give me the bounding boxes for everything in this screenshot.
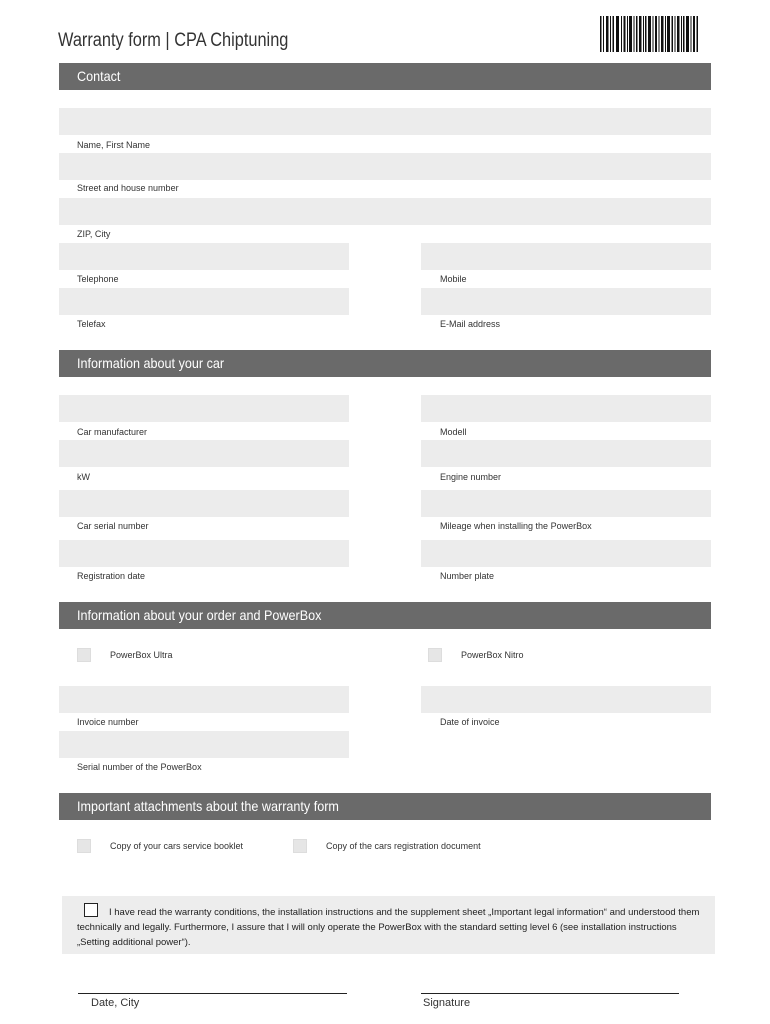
- registration-date-input[interactable]: [59, 540, 349, 567]
- signature-label: Signature: [423, 997, 471, 1009]
- number-plate-label: Number plate: [440, 571, 495, 581]
- barcode-icon: [600, 16, 698, 52]
- model-label: Modell: [440, 427, 467, 437]
- engine-number-label: Engine number: [440, 472, 502, 482]
- registration-document-label: Copy of the cars registration document: [326, 841, 481, 851]
- zip-city-label: ZIP, City: [77, 229, 111, 239]
- car-manufacturer-input[interactable]: [59, 395, 349, 422]
- section-title: Contact: [77, 68, 121, 84]
- invoice-date-input[interactable]: [421, 686, 711, 713]
- section-title: Information about your car: [77, 355, 225, 371]
- section-title: Important attachments about the warranty form: [77, 798, 339, 814]
- powerbox-nitro-label: PowerBox Nitro: [461, 650, 524, 660]
- registration-document-checkbox[interactable]: [293, 839, 307, 853]
- section-header-contact: [59, 63, 711, 90]
- street-input[interactable]: [59, 153, 711, 180]
- mobile-input[interactable]: [421, 243, 711, 270]
- mileage-label: Mileage when installing the PowerBox: [440, 521, 592, 531]
- model-input[interactable]: [421, 395, 711, 422]
- powerbox-ultra-checkbox[interactable]: [77, 648, 91, 662]
- invoice-number-label: Invoice number: [77, 717, 139, 727]
- telefax-input[interactable]: [59, 288, 349, 315]
- date-city-line[interactable]: [78, 993, 347, 994]
- number-plate-input[interactable]: [421, 540, 711, 567]
- section-title: Information about your order and PowerBox: [77, 607, 322, 623]
- powerbox-nitro-checkbox[interactable]: [428, 648, 442, 662]
- invoice-number-input[interactable]: [59, 686, 349, 713]
- email-label: E-Mail address: [440, 319, 501, 329]
- section-header-order: [59, 602, 711, 629]
- street-label: Street and house number: [77, 183, 179, 193]
- name-input[interactable]: [59, 108, 711, 135]
- registration-date-label: Registration date: [77, 571, 146, 581]
- section-header-car: [59, 350, 711, 377]
- telephone-input[interactable]: [59, 243, 349, 270]
- service-booklet-label: Copy of your cars service booklet: [110, 841, 244, 851]
- car-serial-input[interactable]: [59, 490, 349, 517]
- agreement-text: I have read the warranty conditions, the installation instructions and the supplement sheet „Important legal information“ and understood them technically and legally. Furthermore, I assure that I will only operate the PowerBox with the standard setting level 6 (see installation instructions „Setting additional power“).: [77, 907, 700, 948]
- powerbox-ultra-label: PowerBox Ultra: [110, 650, 173, 660]
- date-city-label: Date, City: [91, 997, 140, 1009]
- engine-number-input[interactable]: [421, 440, 711, 467]
- zip-city-input[interactable]: [59, 198, 711, 225]
- telephone-label: Telephone: [77, 274, 119, 284]
- mileage-input[interactable]: [421, 490, 711, 517]
- car-serial-label: Car serial number: [77, 521, 149, 531]
- service-booklet-checkbox[interactable]: [77, 839, 91, 853]
- section-header-attachments: [59, 793, 711, 820]
- powerbox-serial-label: Serial number of the PowerBox: [77, 762, 202, 772]
- powerbox-serial-input[interactable]: [59, 731, 349, 758]
- invoice-date-label: Date of invoice: [440, 717, 500, 727]
- telefax-label: Telefax: [77, 319, 106, 329]
- name-label: Name, First Name: [77, 140, 151, 150]
- mobile-label: Mobile: [440, 274, 467, 284]
- signature-line[interactable]: [421, 993, 679, 994]
- form-title: Warranty form | CPA Chiptuning: [58, 30, 289, 51]
- kw-input[interactable]: [59, 440, 349, 467]
- email-input[interactable]: [421, 288, 711, 315]
- kw-label: kW: [77, 472, 90, 482]
- car-manufacturer-label: Car manufacturer: [77, 427, 148, 437]
